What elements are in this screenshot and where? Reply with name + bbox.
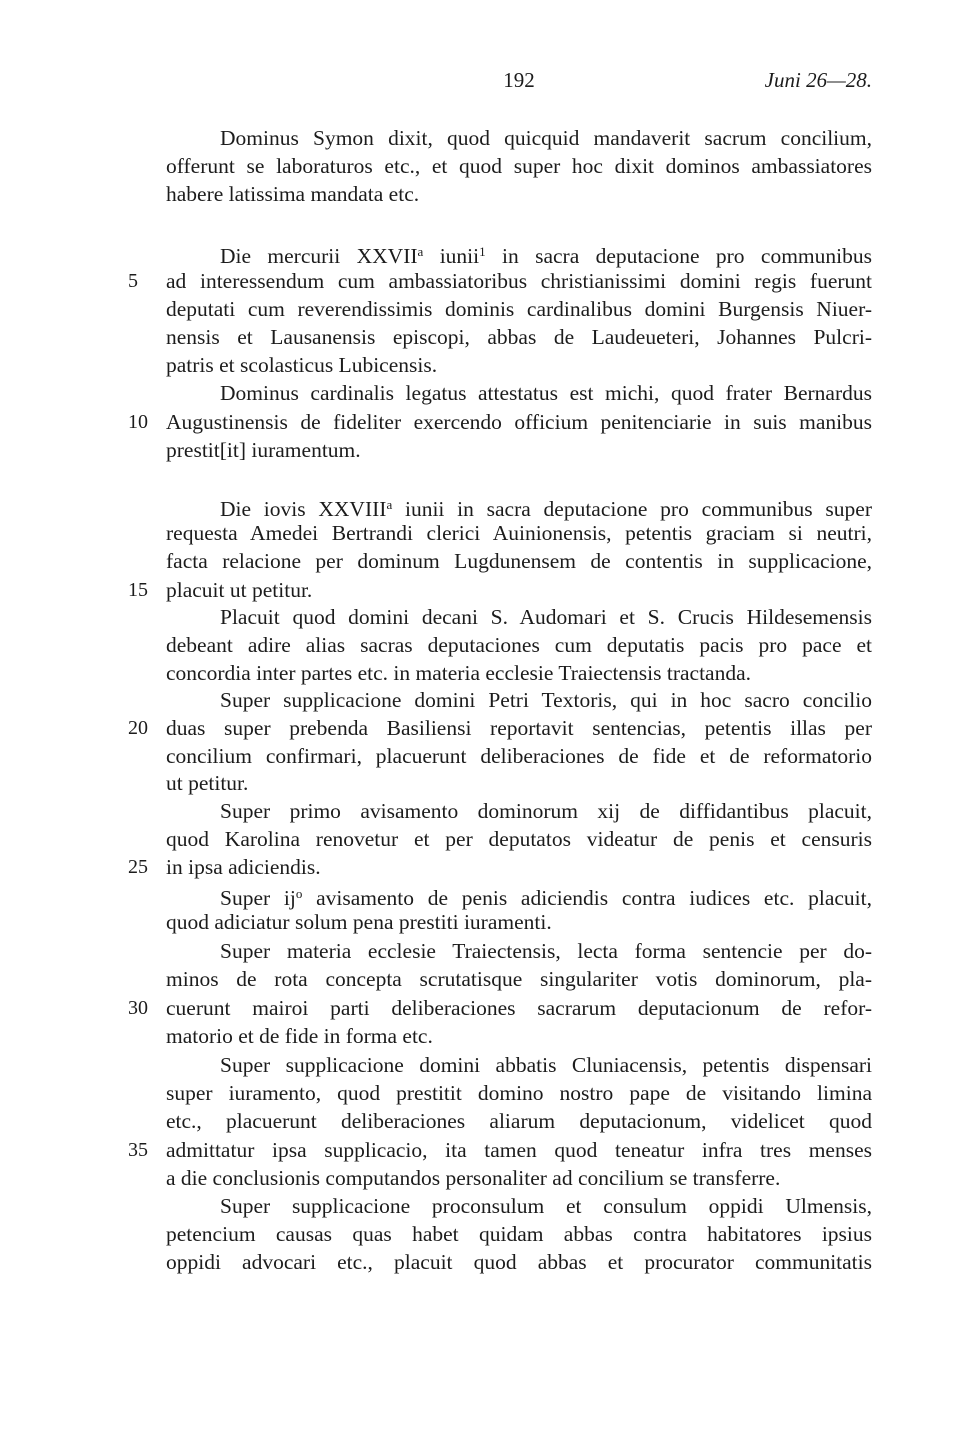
line-number: 10	[128, 411, 148, 433]
text-line: Augustinensis de fideliter exercendo officium penitenciarie in suis manibus	[166, 410, 872, 434]
text-line: Super materia ecclesie Traiectensis, lecta forma sentencie per do-	[220, 939, 872, 963]
text-line	[220, 492, 872, 521]
text-line: petencium causas quas habet quidam abbas contra habitatores ipsius	[166, 1222, 872, 1246]
text-segment: avisamento de penis adiciendis contra iudices etc. placuit,	[302, 886, 872, 910]
running-head: Juni 26—28.	[764, 68, 872, 92]
text-line: Super supplicacione domini abbatis Cluniacensis, petentis dispensari	[220, 1053, 872, 1077]
text-line: quod adiciatur solum pena prestiti iuramenti.	[166, 910, 552, 934]
text-line: matorio et de fide in forma etc.	[166, 1024, 433, 1048]
text-line: Dominus cardinalis legatus attestatus est michi, quod frater Bernardus	[220, 381, 872, 405]
text-line: oppidi advocari etc., placuit quod abbas et procurator communitatis	[166, 1250, 872, 1274]
text-line: Super primo avisamento dominorum xij de diffidantibus placuit,	[220, 799, 872, 823]
text-line: deputati cum reverendissimis dominis cardinalibus domini Burgensis Niuer-	[166, 297, 872, 321]
line-number: 35	[128, 1139, 148, 1161]
text-line: debeant adire alias sacras deputaciones cum deputatis pacis pro pace et	[166, 633, 872, 657]
text-line: nensis et Lausanensis episcopi, abbas de Laudeueteri, Johannes Pulcri-	[166, 325, 872, 349]
text-line: ad interessendum cum ambassiatoribus christianissimi domini regis fuerunt	[166, 269, 872, 293]
text-line: facta relacione per dominum Lugdunensem de contentis in supplicacione,	[166, 549, 872, 573]
text-line: requesta Amedei Bertrandi clerici Auinionensis, petentis graciam si neutri,	[166, 521, 872, 545]
text-segment: Super ij	[220, 886, 296, 910]
text-line: admittatur ipsa supplicacio, ita tamen quod teneatur infra tres menses	[166, 1138, 872, 1162]
text-line: Super supplicacione domini Petri Textoris, qui in hoc sacro concilio	[220, 688, 872, 712]
text-segment: in sacra deputacione pro communibus	[485, 244, 872, 268]
text-line: super iuramento, quod prestitit domino nostro pape de visitando limina	[166, 1081, 872, 1105]
text-segment: Die iovis XXVIII	[220, 497, 387, 521]
text-line: habere latissima mandata etc.	[166, 182, 420, 206]
text-line: quod Karolina renovetur et per deputatos videatur de penis et censuris	[166, 827, 872, 851]
text-line: concordia inter partes etc. in materia ecclesie Traiectensis tractanda.	[166, 661, 752, 685]
superscript: a	[386, 497, 393, 512]
superscript: a	[417, 244, 424, 259]
text-line: concilium confirmari, placuerunt deliberaciones de fide et de reformatorio	[166, 744, 872, 768]
text-line: cuerunt mairoi parti deliberaciones sacrarum deputacionum de refor-	[166, 996, 872, 1020]
superscript: 1	[479, 244, 486, 259]
text-line: offerunt se laboraturos etc., et quod super hoc dixit dominos ambassiatores	[166, 154, 872, 178]
text-line: etc., placuerunt deliberaciones aliarum deputacionum, videlicet quod	[166, 1109, 872, 1133]
text-line: ut petitur.	[166, 771, 249, 795]
page-header	[166, 68, 872, 98]
text-line: in ipsa adiciendis.	[166, 855, 321, 879]
page-number: 192	[503, 68, 535, 92]
text-line: Super supplicacione proconsulum et consulum oppidi Ulmensis,	[220, 1194, 872, 1218]
text-line: patris et scolasticus Lubicensis.	[166, 353, 438, 377]
text-line: Placuit quod domini decani S. Audomari et S. Crucis Hildesemensis	[220, 605, 872, 629]
line-number: 20	[128, 717, 148, 739]
text-line: duas super prebenda Basiliensi reportavit sentencias, petentis illas per	[166, 716, 872, 740]
text-segment: iunii in sacra deputacione pro communibus super	[392, 497, 872, 521]
text-line: a die conclusionis computandos personaliter ad concilium se transferre.	[166, 1166, 781, 1190]
line-number: 30	[128, 997, 148, 1019]
line-number: 15	[128, 579, 148, 601]
text-line: minos de rota concepta scrutatisque singulariter votis dominorum, pla-	[166, 967, 872, 991]
text-line	[220, 881, 872, 910]
line-number: 5	[128, 270, 138, 292]
text-line: prestit[it] iuramentum.	[166, 438, 361, 462]
superscript: o	[295, 886, 303, 901]
text-line: placuit ut petitur.	[166, 578, 313, 602]
line-number: 25	[128, 856, 148, 878]
text-segment: iunii	[423, 244, 480, 268]
text-line: Dominus Symon dixit, quod quicquid mandaverit sacrum concilium,	[220, 126, 872, 150]
text-segment: Die mercurii XXVII	[220, 244, 418, 268]
text-line	[220, 239, 872, 268]
